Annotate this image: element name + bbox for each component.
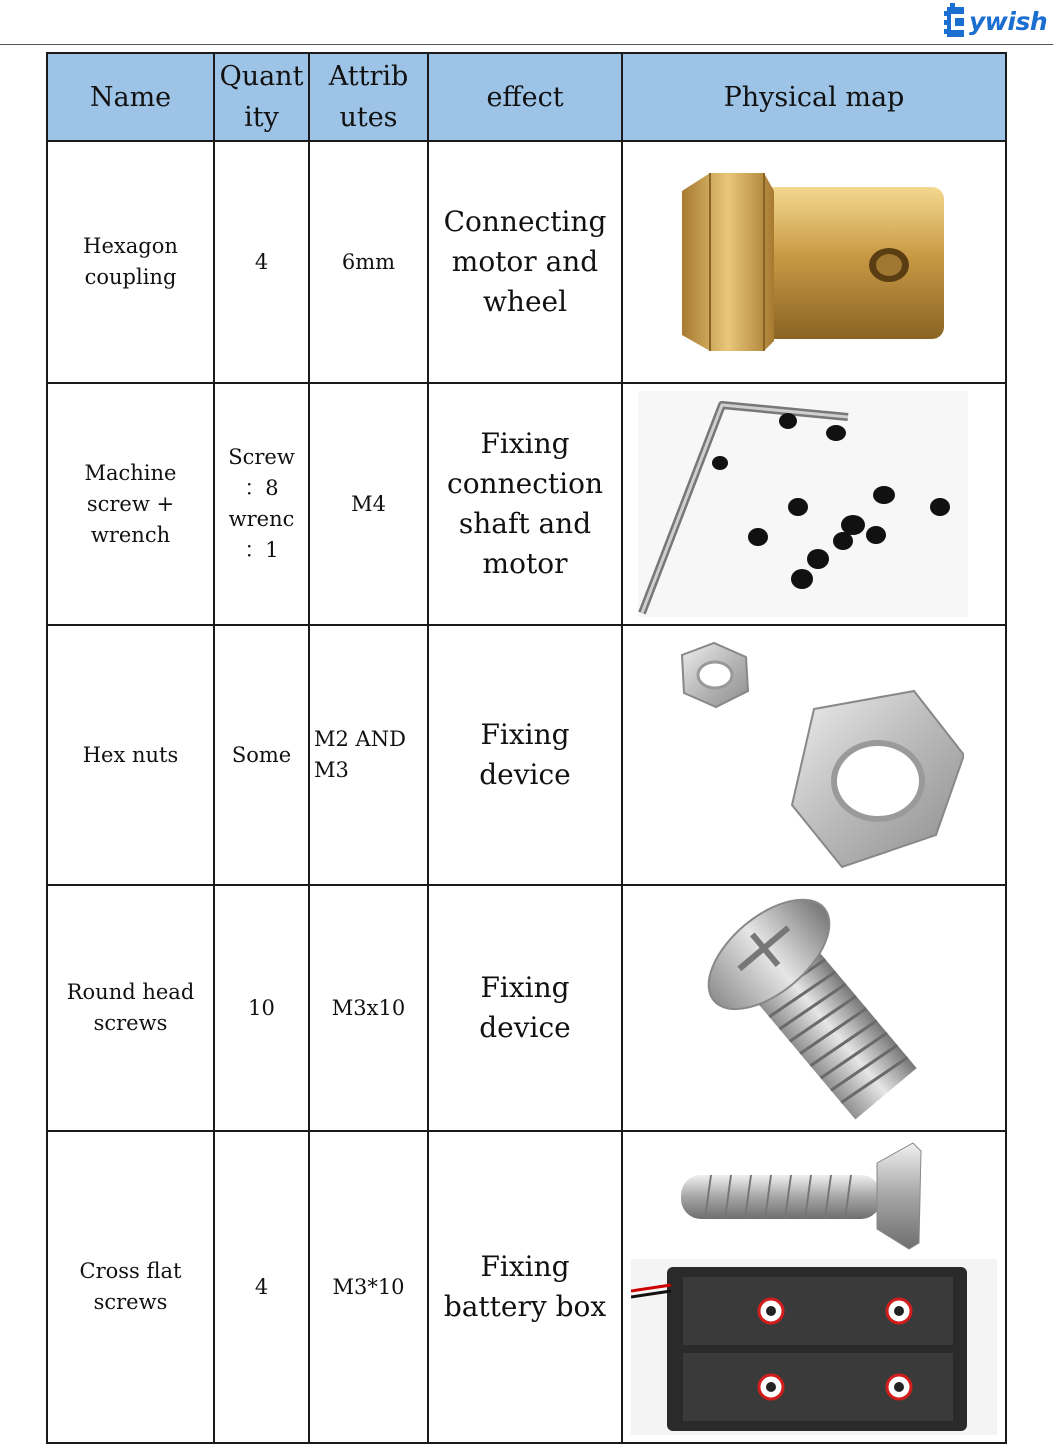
header-effect: effect xyxy=(428,53,622,141)
hex-nuts-photo xyxy=(664,635,964,875)
cell-attributes: M3x10 xyxy=(309,885,428,1131)
table-row xyxy=(47,885,1006,1131)
cell-effect: Fixing device xyxy=(428,885,622,1131)
parts-table xyxy=(46,52,1007,1444)
cell-image xyxy=(622,383,1006,625)
table-header-row xyxy=(47,53,1006,141)
flat-screw-and-battery-box-photo xyxy=(631,1137,997,1437)
cell-image xyxy=(622,625,1006,885)
cell-name: Round head screws xyxy=(47,885,214,1131)
gear-icon xyxy=(944,3,968,41)
page-header xyxy=(0,0,1053,46)
round-head-screw-photo xyxy=(664,890,964,1126)
screws-and-wrench-photo xyxy=(638,391,968,617)
cell-quantity: Screw ：8 wrenc ：1 xyxy=(214,383,309,625)
brand-logo xyxy=(944,2,1047,42)
cell-quantity: 10 xyxy=(214,885,309,1131)
cell-effect: Fixing battery box xyxy=(428,1131,622,1443)
cell-quantity: 4 xyxy=(214,141,309,383)
cell-attributes: M2 AND M3 xyxy=(309,625,428,885)
cell-effect: Connecting motor and wheel xyxy=(428,141,622,383)
cell-image xyxy=(622,141,1006,383)
brand-name: ywish xyxy=(969,6,1048,36)
table-row xyxy=(47,1131,1006,1443)
hexagon-coupling-photo xyxy=(664,167,964,357)
cell-image xyxy=(622,1131,1006,1443)
header-divider xyxy=(0,44,1053,45)
cell-name: Cross flat screws xyxy=(47,1131,214,1443)
header-attributes: Attrib utes xyxy=(309,53,428,141)
cell-effect: Fixing connection shaft and motor xyxy=(428,383,622,625)
table-row xyxy=(47,625,1006,885)
cell-effect: Fixing device xyxy=(428,625,622,885)
header-physical-map: Physical map xyxy=(622,53,1006,141)
cell-quantity: 4 xyxy=(214,1131,309,1443)
table-row xyxy=(47,383,1006,625)
cell-name: Hex nuts xyxy=(47,625,214,885)
header-name: Name xyxy=(47,53,214,141)
cell-attributes: 6mm xyxy=(309,141,428,383)
cell-image xyxy=(622,885,1006,1131)
table-row xyxy=(47,141,1006,383)
cell-name: Hexagon coupling xyxy=(47,141,214,383)
cell-quantity: Some xyxy=(214,625,309,885)
cell-attributes: M3*10 xyxy=(309,1131,428,1443)
cell-attributes: M4 xyxy=(309,383,428,625)
cell-name: Machine screw + wrench xyxy=(47,383,214,625)
header-quantity: Quant ity xyxy=(214,53,309,141)
